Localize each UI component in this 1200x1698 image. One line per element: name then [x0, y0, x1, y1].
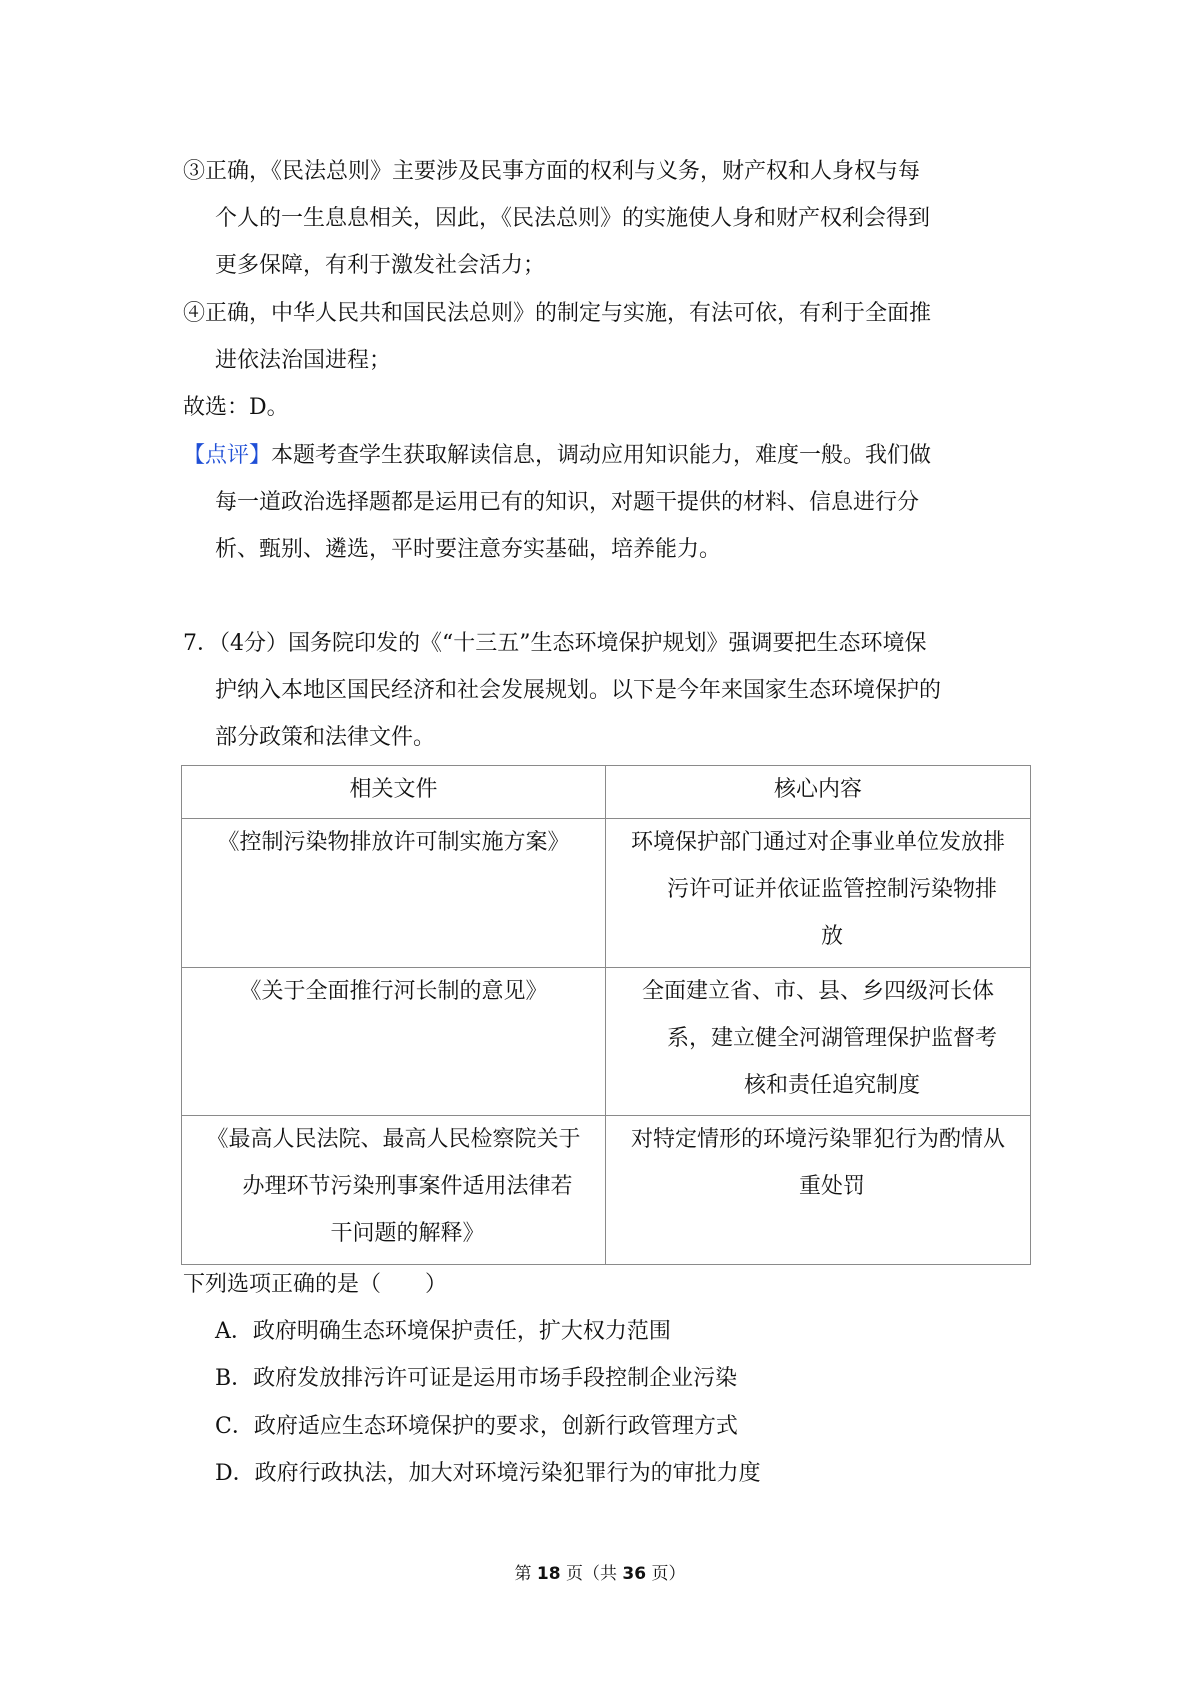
question-prompt: 下列选项正确的是（ ）: [183, 1272, 448, 1297]
option-c: C．政府适应生态环境保护的要求，创新行政管理方式: [215, 1414, 738, 1439]
item-3-line-2: 个人的一生息息相关，因此，《民法总则》的实施使人身和财产权利会得到: [215, 206, 931, 231]
question-stem-line-1: 7．（4分）国务院印发的《“十三五”生态环境保护规划》强调要把生态环境保: [183, 631, 927, 656]
review-line-3: 析、甄别、遴选，平时要注意夯实基础，培养能力。: [215, 537, 722, 562]
review-line-1: [183, 441, 931, 471]
option-b: B．政府发放排污许可证是运用市场手段控制企业污染: [215, 1366, 738, 1391]
review-tag: 【点评】: [183, 443, 272, 468]
doc-cell: 《关于全面推行河长制的意见》: [182, 968, 606, 1116]
header-cell-content: 核心内容: [606, 766, 1031, 819]
page-total: 36: [622, 1564, 647, 1584]
table-row: [182, 819, 1031, 968]
option-d: D．政府行政执法，加大对环境污染犯罪行为的审批力度: [215, 1461, 761, 1486]
review-text: 本题考查学生获取解读信息，调动应用知识能力，难度一般。我们做: [271, 443, 932, 468]
question-stem-line-2: 护纳入本地区国民经济和社会发展规划。以下是今年来国家生态环境保护的: [215, 678, 942, 703]
item-4-line-2: 进依法治国进程；: [215, 348, 392, 373]
option-a: A．政府明确生态环境保护责任，扩大权力范围: [215, 1319, 671, 1344]
header-cell-docs: 相关文件: [182, 766, 606, 819]
question-stem-line-3: 部分政策和法律文件。: [215, 725, 436, 750]
review-line-2: 每一道政治选择题都是运用已有的知识，对题干提供的材料、信息进行分: [215, 490, 920, 515]
item-3-line-1: ③正确，《民法总则》主要涉及民事方面的权利与义务，财产权和人身权与每: [183, 159, 921, 184]
page-footer: 第 18 页（共 36 页）: [514, 1564, 686, 1584]
doc-cell: 《最高人民法院、最高人民检察院关于 办理环节污染刑事案件适用法律若 干问题的解释》: [182, 1116, 606, 1265]
item-3-line-3: 更多保障，有利于激发社会活力；: [215, 253, 546, 278]
content-cell: 环境保护部门通过对企事业单位发放排 污许可证并依证监管控制污染物排 放: [606, 819, 1031, 968]
page-number: 18: [536, 1564, 561, 1584]
answer-line: 故选：D。: [183, 395, 289, 420]
table-header-row: [182, 766, 1031, 819]
doc-cell: 《控制污染物排放许可制实施方案》: [182, 819, 606, 968]
policy-table: [181, 765, 1031, 1265]
content-cell: 对特定情形的环境污染罪犯行为酌情从 重处罚: [606, 1116, 1031, 1265]
table-row: [182, 968, 1031, 1116]
table-row: [182, 1116, 1031, 1265]
item-4-line-1: ④正确，中华人民共和国民法总则》的制定与实施，有法可依，有利于全面推: [183, 301, 932, 326]
content-cell: 全面建立省、市、县、乡四级河长体 系，建立健全河湖管理保护监督考 核和责任追究制度: [606, 968, 1031, 1116]
